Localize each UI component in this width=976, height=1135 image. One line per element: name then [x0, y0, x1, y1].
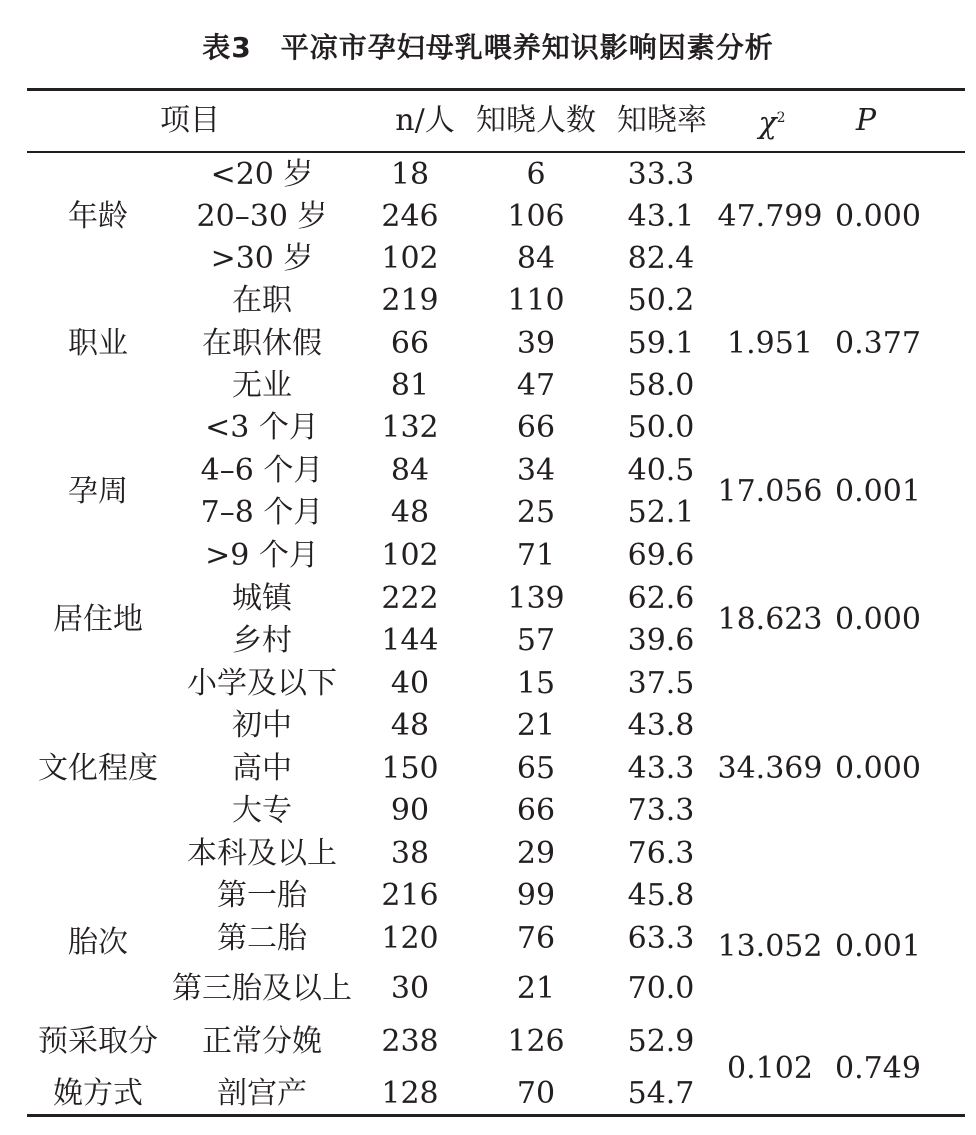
bottom-rule [27, 1114, 965, 1117]
cell-aware-rate: 52.9 [627, 1024, 695, 1059]
cell-n: 40 [390, 666, 430, 701]
cell-aware-count: 15 [516, 666, 556, 701]
group-label: 孕周 [68, 474, 128, 509]
subgroup-label: 乡村 [232, 623, 292, 658]
cell-aware-rate: 43.8 [627, 708, 695, 743]
subgroup-label: <20 岁 [210, 157, 314, 192]
subgroup-label: 高中 [232, 751, 292, 786]
cell-aware-rate: 62.6 [627, 581, 695, 616]
cell-aware-count: 6 [526, 157, 546, 192]
cell-aware-count: 126 [507, 1024, 565, 1059]
cell-chi-square: 17.056 [717, 474, 823, 509]
cell-aware-rate: 43.3 [627, 751, 695, 786]
group-label: 职业 [68, 325, 128, 361]
cell-aware-rate: 76.3 [627, 836, 695, 871]
cell-aware-count: 39 [516, 326, 556, 361]
cell-aware-count: 76 [516, 921, 556, 956]
subgroup-label: 第二胎 [217, 921, 307, 956]
subgroup-label: 第三胎及以上 [172, 971, 352, 1006]
cell-aware-count: 66 [516, 793, 556, 828]
cell-aware-rate: 45.8 [627, 878, 695, 913]
cell-aware-count: 34 [516, 453, 556, 488]
subgroup-label: 初中 [232, 708, 292, 743]
subgroup-label: >30 岁 [210, 241, 314, 276]
cell-n: 84 [390, 453, 430, 488]
header-p: P [855, 103, 877, 138]
chi-symbol: χ [758, 106, 777, 141]
cell-aware-count: 47 [516, 368, 556, 403]
cell-n: 48 [390, 495, 430, 530]
cell-n: 30 [390, 971, 430, 1006]
cell-aware-count: 110 [507, 283, 565, 318]
cell-aware-rate: 59.1 [627, 326, 695, 361]
cell-p-value: 0.000 [835, 199, 921, 234]
cell-aware-count: 99 [516, 878, 556, 913]
subgroup-label: 大专 [232, 793, 292, 828]
subgroup-label: 4–6 个月 [200, 453, 324, 488]
cell-aware-rate: 37.5 [627, 666, 695, 701]
cell-aware-count: 65 [516, 751, 556, 786]
cell-n: 48 [390, 708, 430, 743]
cell-n: 102 [381, 538, 439, 573]
cell-aware-rate: 69.6 [627, 538, 695, 573]
subgroup-label: 7–8 个月 [200, 495, 324, 530]
cell-aware-rate: 39.6 [627, 623, 695, 658]
cell-aware-count: 71 [516, 538, 556, 573]
cell-chi-square: 34.369 [717, 751, 823, 786]
cell-chi-square: 13.052 [717, 929, 823, 964]
subgroup-label: 小学及以下 [187, 666, 337, 701]
cell-aware-rate: 73.3 [627, 793, 695, 828]
cell-aware-rate: 82.4 [627, 241, 695, 276]
cell-aware-rate: 43.1 [627, 199, 695, 234]
cell-n: 102 [381, 241, 439, 276]
cell-n: 81 [390, 368, 430, 403]
chi-superscript: 2 [776, 110, 786, 126]
cell-aware-rate: 40.5 [627, 453, 695, 488]
cell-aware-rate: 50.2 [627, 283, 695, 318]
header-n: n/人 [395, 103, 455, 138]
cell-aware-count: 139 [507, 581, 565, 616]
group-label: 居住地 [53, 602, 143, 637]
subgroup-label: 城镇 [232, 581, 292, 616]
subgroup-label: 20–30 岁 [196, 199, 328, 234]
cell-n: 219 [381, 283, 439, 318]
group-label: 年龄 [68, 199, 128, 234]
cell-n: 238 [381, 1024, 439, 1059]
cell-aware-count: 29 [516, 836, 556, 871]
cell-chi-square: 18.623 [717, 602, 823, 637]
cell-aware-rate: 54.7 [627, 1076, 695, 1111]
top-rule [27, 88, 965, 91]
subgroup-label: <3 个月 [205, 410, 319, 445]
cell-aware-count: 25 [516, 495, 556, 530]
cell-p-value: 0.001 [835, 474, 921, 509]
cell-aware-rate: 50.0 [627, 410, 695, 445]
subgroup-label: 在职 [232, 283, 292, 318]
header-chi-square [758, 106, 786, 141]
header-rule [27, 151, 965, 153]
cell-chi-square: 0.102 [727, 1051, 813, 1086]
cell-n: 128 [381, 1076, 439, 1111]
table-title: 表3 平凉市孕妇母乳喂养知识影响因素分析 [202, 31, 774, 64]
cell-n: 18 [390, 157, 430, 192]
cell-aware-count: 66 [516, 410, 556, 445]
subgroup-label: 无业 [232, 368, 292, 403]
subgroup-label: 正常分娩 [202, 1024, 322, 1059]
subgroup-label: 剖宫产 [217, 1076, 307, 1111]
cell-aware-rate: 52.1 [627, 495, 695, 530]
cell-aware-rate: 33.3 [627, 157, 695, 192]
group-label: 预采取分 [38, 1024, 158, 1059]
cell-p-value: 0.377 [835, 325, 921, 361]
cell-p-value: 0.000 [835, 751, 921, 786]
cell-p-value: 0.001 [835, 929, 921, 964]
cell-n: 222 [381, 581, 439, 616]
cell-aware-rate: 70.0 [627, 971, 695, 1006]
cell-p-value: 0.749 [835, 1051, 921, 1086]
cell-n: 120 [381, 921, 439, 956]
cell-aware-count: 21 [516, 971, 556, 1006]
header-aware-rate: 知晓率 [617, 103, 707, 138]
cell-aware-count: 70 [516, 1076, 556, 1111]
cell-chi-square: 47.799 [717, 199, 823, 234]
cell-aware-rate: 58.0 [627, 368, 695, 403]
cell-aware-count: 106 [507, 199, 565, 234]
header-item: 项目 [160, 103, 220, 138]
cell-n: 144 [381, 623, 439, 658]
cell-aware-count: 21 [516, 708, 556, 743]
cell-aware-rate: 63.3 [627, 921, 695, 956]
group-label: 文化程度 [38, 751, 158, 786]
cell-n: 66 [390, 326, 430, 361]
subgroup-label: 本科及以上 [187, 836, 337, 871]
cell-aware-count: 84 [516, 241, 556, 276]
cell-chi-square: 1.951 [727, 325, 813, 361]
cell-n: 216 [381, 878, 439, 913]
group-label: 胎次 [68, 924, 128, 960]
group-label: 娩方式 [53, 1076, 143, 1111]
subgroup-label: 第一胎 [217, 878, 307, 913]
cell-n: 150 [381, 751, 439, 786]
cell-n: 38 [390, 836, 430, 871]
cell-n: 132 [381, 410, 439, 445]
cell-n: 246 [381, 199, 439, 234]
cell-n: 90 [390, 793, 430, 828]
header-aware-count: 知晓人数 [476, 103, 596, 138]
subgroup-label: 在职休假 [202, 326, 322, 361]
subgroup-label: >9 个月 [205, 538, 319, 573]
cell-aware-count: 57 [516, 623, 556, 658]
cell-p-value: 0.000 [835, 602, 921, 637]
